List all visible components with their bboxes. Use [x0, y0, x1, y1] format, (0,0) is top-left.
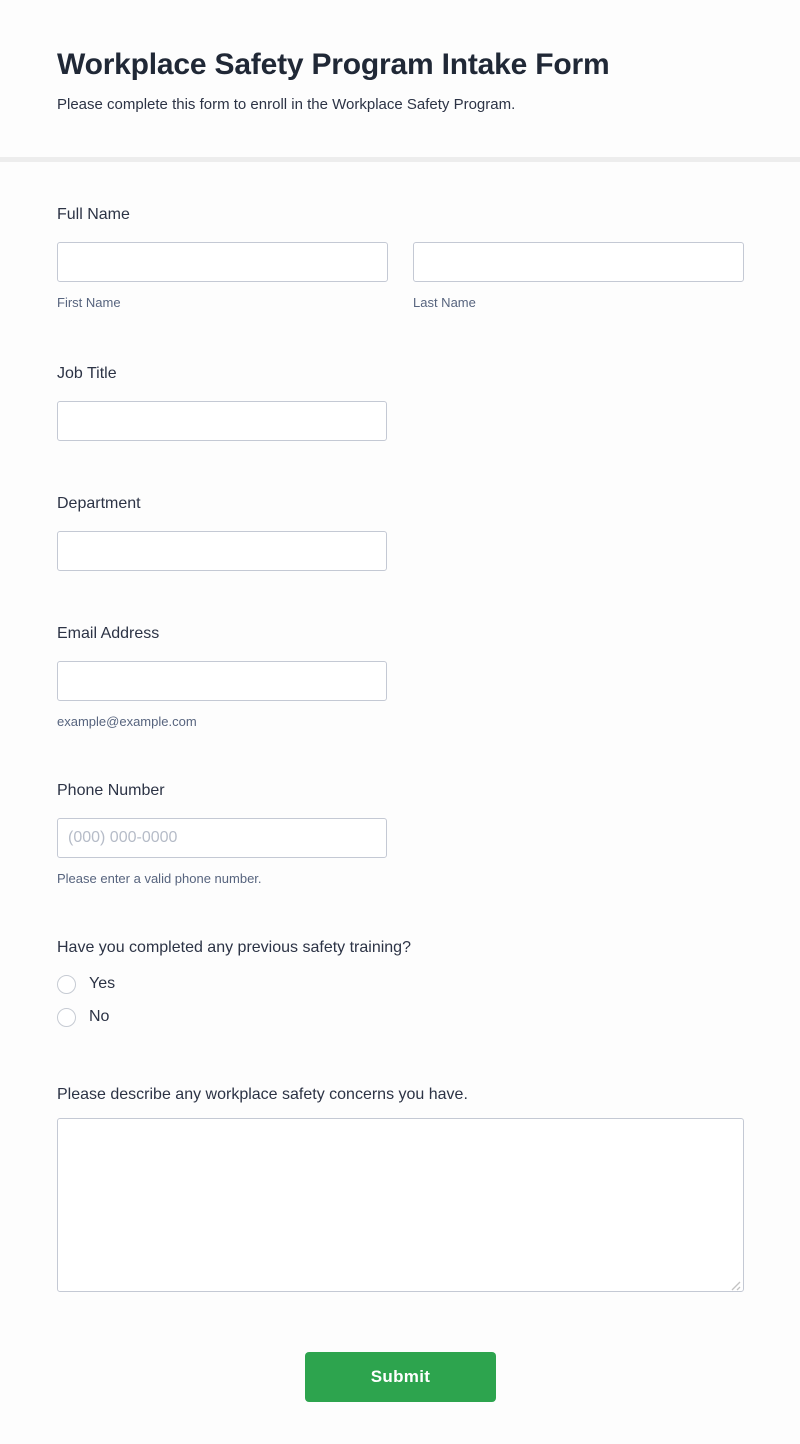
page-subtitle: Please complete this form to enroll in the Workplace Safety Program.: [57, 96, 516, 113]
last-name-sublabel: Last Name: [413, 295, 476, 310]
department-input[interactable]: [57, 531, 387, 571]
resize-handle-icon[interactable]: [730, 1278, 741, 1289]
radio-yes-label: Yes: [89, 975, 116, 992]
phone-field: [57, 781, 744, 886]
phone-label: Phone Number: [57, 782, 165, 799]
concerns-textarea-wrap: [57, 1118, 744, 1292]
email-field: [57, 624, 744, 729]
email-input[interactable]: [57, 661, 387, 701]
radio-button-yes-icon[interactable]: [57, 975, 76, 994]
first-name-input[interactable]: [57, 242, 388, 282]
last-name-input[interactable]: [413, 242, 744, 282]
department-field: [57, 494, 744, 571]
first-name-column: [57, 242, 388, 310]
radio-button-no-icon[interactable]: [57, 1008, 76, 1027]
concerns-textarea[interactable]: [57, 1118, 744, 1292]
department-label: Department: [57, 495, 141, 512]
concerns-label: Please describe any workplace safety concerns you have.: [57, 1086, 468, 1103]
full-name-field: [57, 205, 744, 310]
full-name-row: [57, 242, 744, 310]
phone-input[interactable]: [57, 818, 387, 858]
job-title-input[interactable]: [57, 401, 387, 441]
concerns-field: [57, 1085, 744, 1292]
radio-option-no[interactable]: [57, 1007, 177, 1027]
last-name-column: [413, 242, 744, 310]
job-title-field: [57, 364, 744, 441]
form-header: [0, 0, 800, 114]
phone-sublabel: Please enter a valid phone number.: [57, 871, 262, 886]
radio-no-label: No: [89, 1008, 110, 1025]
form-body: [0, 162, 800, 1402]
page-title: Workplace Safety Program Intake Form: [57, 48, 610, 81]
safety-training-field: [57, 938, 744, 1027]
first-name-sublabel: First Name: [57, 295, 121, 310]
email-label: Email Address: [57, 625, 160, 642]
submit-button[interactable]: Submit: [305, 1352, 496, 1402]
email-sublabel: example@example.com: [57, 714, 197, 729]
job-title-label: Job Title: [57, 365, 117, 382]
radio-option-yes[interactable]: [57, 974, 177, 994]
safety-training-label: Have you completed any previous safety training?: [57, 939, 411, 956]
full-name-label: Full Name: [57, 206, 130, 223]
